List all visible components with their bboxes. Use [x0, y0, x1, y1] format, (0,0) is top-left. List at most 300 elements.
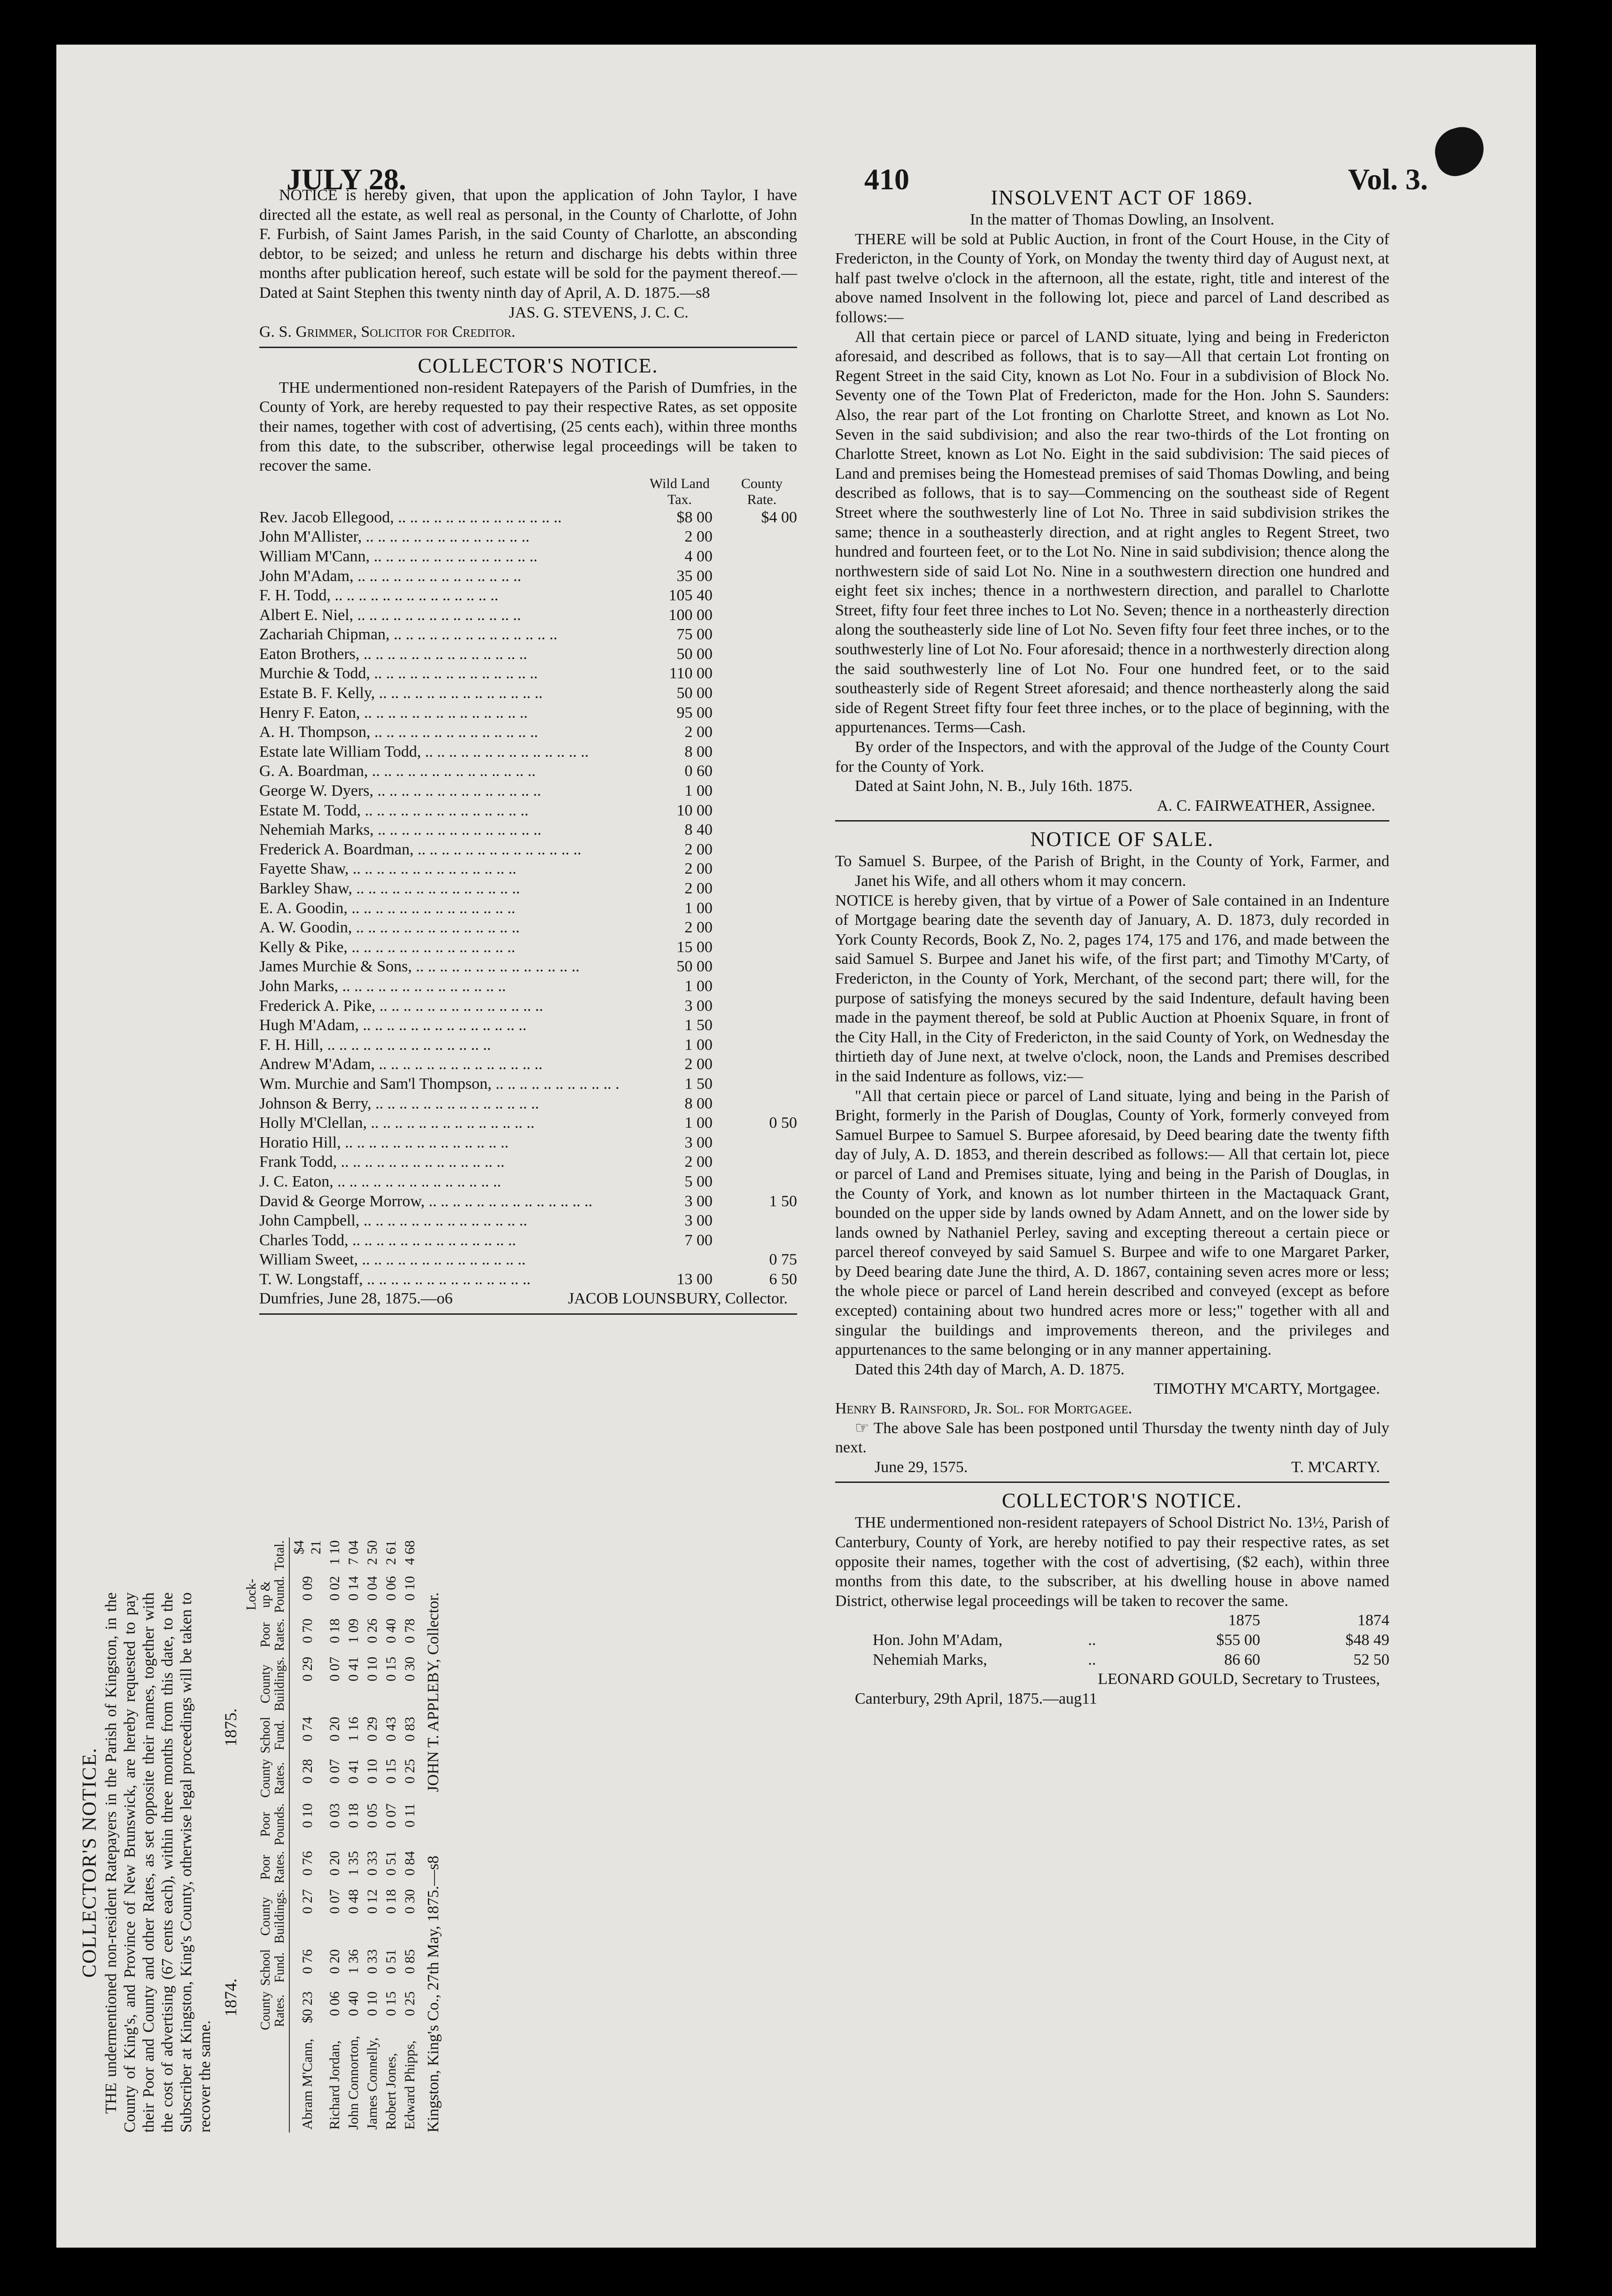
rate-cell: 0 10	[364, 1657, 380, 1682]
rate-cell: 0 83	[402, 1716, 418, 1742]
column-header: County Rates.	[243, 1756, 289, 1800]
kingston-rate-table	[243, 1537, 419, 2133]
rate-row	[259, 683, 797, 703]
rate-row	[259, 1113, 797, 1133]
rate-row	[259, 1055, 797, 1074]
rate-cell: 0 29	[364, 1716, 380, 1742]
county-rate	[727, 742, 797, 762]
divider	[835, 1482, 1389, 1483]
postponed-footer	[835, 1458, 1389, 1477]
sale-title: NOTICE OF SALE.	[1030, 828, 1214, 851]
wild-land-tax: 3 00	[684, 1133, 713, 1151]
county-rate	[727, 722, 797, 742]
rate-cell: 0 10	[364, 1759, 380, 1784]
insolvent-para-3: By order of the Inspectors, and with the approval of the Judge of the County Court for the County of York.	[835, 738, 1389, 776]
rate-cell: 0 15	[383, 1759, 399, 1784]
rate-cell: 1 35	[346, 1851, 361, 1876]
ratepayer-name: James Murchie & Sons, .. ..	[259, 957, 619, 977]
canterbury-signature: LEONARD GOULD, Secretary to Trustees,	[1098, 1670, 1380, 1688]
rate-cell: 0 20	[327, 1949, 342, 1974]
column-header: Poor Rates.	[243, 1616, 289, 1654]
rate-row	[259, 1094, 797, 1114]
kingston-notice-title: COLLECTOR'S NOTICE.	[79, 1747, 101, 1978]
wild-land-tax: 1 00	[684, 899, 713, 917]
rate-row	[259, 879, 797, 899]
rate-cell: 0 70	[300, 1618, 315, 1644]
right-column	[835, 186, 1389, 1708]
year-1875: 1875.	[221, 1708, 240, 1746]
table-row	[401, 1537, 419, 2133]
rate-row	[259, 586, 797, 605]
table-row	[363, 1537, 382, 2133]
ratepayer-name: Abram M'Cann,	[300, 2039, 315, 2130]
sale-signature: TIMOTHY M'CARTY, Mortgagee.	[1154, 1380, 1380, 1398]
rate-cell: 0 27	[300, 1889, 315, 1914]
rate-row	[259, 703, 797, 723]
rate-cell: 0 25	[402, 1991, 418, 2017]
rate-row	[259, 1231, 797, 1250]
ratepayer-name: Eaton Brothers, .. ..	[259, 644, 619, 664]
wild-land-tax: 2 00	[684, 840, 713, 858]
ratepayer-name: John Campbell, .. ..	[259, 1211, 619, 1231]
county-rate	[727, 644, 797, 664]
rate-cell: 0 09	[300, 1576, 315, 1601]
wild-land-tax: $8 00	[676, 508, 713, 526]
ratepayer-name: Kelly & Pike, .. ..	[259, 938, 619, 957]
wild-land-tax: 10 00	[676, 801, 713, 819]
rate-cell: 7 04	[346, 1540, 361, 1565]
ratepayer-name: G. A. Boardman, .. ..	[259, 761, 619, 781]
page-number: 410	[864, 163, 909, 196]
rate-row	[259, 1172, 797, 1192]
wild-land-tax: 1 50	[684, 1075, 713, 1093]
rate-cell: 0 74	[300, 1716, 315, 1742]
county-rate	[727, 1211, 797, 1231]
ratepayer-name: Estate late William Todd, .. ..	[259, 742, 619, 762]
table-row	[344, 1537, 363, 2133]
county-rate	[727, 1094, 797, 1114]
taylor-notice-body: NOTICE is hereby given, that upon the application of John Taylor, I have directed all the estate, as well real as personal, in the County of Charlotte, of John F. Furbish, of Saint James Parish, in the said County of Charlotte, an absconding debtor, to be seized; and unless he return and discharge his debts within three months after publication hereof, such estate will be sold for the payment thereof.—Dated at Saint Stephen this twenty ninth day of April, A. D. 1875.—s8	[259, 186, 797, 302]
ratepayer-name: Albert E. Niel, .. ..	[259, 605, 619, 625]
rate-row	[259, 781, 797, 801]
ratepayer-name: Johnson & Berry, .. ..	[259, 1094, 619, 1114]
kingston-notice-body: THE undermentioned non-resident Ratepayers in the Parish of Kingston, in the County of King's, and Province of New Brunswick, are hereby requested to pay their Poor and County and other Rates, as set opposite their names, together with the cost of advertising (67 cents each), within three months from this date, to the Subscriber at Kingston, King's County, otherwise legal proceedings will be taken to recover the same.	[102, 1592, 214, 2133]
insolvent-title: INSOLVENT ACT OF 1869.	[991, 186, 1254, 209]
rate-cell: $0 23	[300, 1991, 315, 2024]
wild-land-tax: 2 00	[684, 528, 713, 546]
rate-row	[259, 1074, 797, 1094]
insolvent-subtitle: In the matter of Thomas Dowling, an Insolvent.	[969, 211, 1275, 228]
tax-header-2: Tax.	[667, 491, 692, 507]
ratepayer-name: Frederick A. Boardman, .. ..	[259, 840, 619, 860]
ratepayer-name: Estate M. Todd, .. ..	[259, 801, 619, 821]
insolvent-para-1: THERE will be sold at Public Auction, in front of the Court House, in the City of Fredericton, in the County of York, on Monday the twenty third day of August next, at half past twelve o'clock in the afternoon, all the estate, right, title and interest of the above named Insolvent in the following lot, piece and parcel of Land described as follows:—	[835, 230, 1389, 326]
ratepayer-name: E. A. Goodin, .. ..	[259, 899, 619, 918]
rate-cell: 0 14	[346, 1576, 361, 1601]
left-column	[259, 186, 797, 1320]
column-header: County Rates.	[243, 1989, 289, 2033]
wild-land-tax: 95 00	[676, 704, 713, 721]
rate-row	[259, 566, 797, 586]
ratepayer-name: A. H. Thompson, .. ..	[259, 722, 619, 742]
rate-cell: 0 25	[402, 1759, 418, 1784]
wild-land-tax: 13 00	[676, 1270, 713, 1288]
county-rate	[727, 566, 797, 586]
wild-land-tax: 2 00	[684, 1055, 713, 1073]
wild-land-tax: 8 00	[684, 743, 713, 760]
county-rate	[727, 1055, 797, 1074]
county-rate	[727, 683, 797, 703]
rate-row	[835, 1630, 1389, 1650]
wild-land-tax: 5 00	[684, 1172, 713, 1190]
county-rate	[727, 527, 797, 547]
county-rate	[727, 938, 797, 957]
wild-land-tax: 2 00	[684, 880, 713, 897]
ratepayer-name: Frank Todd, .. ..	[259, 1152, 619, 1172]
rate-cell: 0 33	[364, 1851, 380, 1876]
rate-cell: 0 30	[402, 1889, 418, 1914]
rate-cell: 0 40	[346, 1991, 361, 2017]
county-rate	[727, 1074, 797, 1094]
wild-land-tax: 1 00	[684, 782, 713, 800]
leader-dots: ..	[1088, 1631, 1096, 1649]
county-rate: 0 75	[769, 1251, 797, 1269]
ratepayer-name: George W. Dyers, .. ..	[259, 781, 619, 801]
dumfries-rate-list	[259, 508, 797, 1289]
column-header: County Buildings.	[243, 1654, 289, 1714]
ratepayer-name: Edward Phipps,	[402, 2040, 418, 2130]
rate-row	[259, 899, 797, 918]
rate-row	[259, 1016, 797, 1035]
canterbury-column-headers	[835, 1611, 1389, 1630]
kingston-dated: Kingston, King's Co., 27th May, 1875.—s8	[425, 1855, 442, 2133]
issue-date: JULY 28.	[287, 163, 406, 196]
year-1875-header: 1875	[1228, 1612, 1260, 1629]
taylor-notice-signature: JAS. G. STEVENS, J. C. C.	[509, 303, 689, 321]
column-header: School Fund.	[243, 1714, 289, 1756]
rate-cell: 2 61	[383, 1540, 399, 1565]
rate-row	[259, 996, 797, 1016]
county-rate	[727, 547, 797, 566]
kingston-signature: JOHN T. APPLEBY, Collector.	[425, 1592, 442, 1792]
wild-land-tax: 1 00	[684, 977, 713, 995]
rate-cell: 0 28	[300, 1759, 315, 1784]
rate-row	[259, 957, 797, 977]
sale-dated: Dated this 24th day of March, A. D. 1875.	[855, 1360, 1125, 1378]
column-header: Lock-up & Pound.	[243, 1573, 289, 1616]
rate-cell: 0 10	[300, 1803, 315, 1828]
rate-cell: 0 40	[383, 1618, 399, 1644]
wild-land-tax: 50 00	[676, 645, 713, 663]
tax-header-1: Wild Land	[650, 475, 710, 491]
sale-addressee: To Samuel S. Burpee, of the Parish of Bright, in the County of York, Farmer, and Janet his Wife, and all others whom it may concern.	[835, 853, 1389, 890]
rate-cell: 0 07	[327, 1657, 342, 1682]
rate-cell: 0 18	[327, 1618, 342, 1644]
wild-land-tax: 100 00	[668, 606, 713, 624]
wild-land-tax: 2 00	[684, 919, 713, 937]
ratepayer-name: John M'Adam, .. ..	[259, 566, 619, 586]
sale-para-2: "All that certain piece or parcel of Land situate, lying and being in the Parish of Bright, formerly in the Parish of Douglas, County of York, formerly conveyed from Samuel Burpee to Samuel S. Burpee aforesaid, by Deed bearing date the twenty fifth day of July, A. D. 1853, and therein described as follows:— All that certain lot, piece or parcel of Land and Premises situate, lying and being in the Parish of Douglas, in the County of York, and known as lot number thirteen in the Mactaquack Grant, bounded on the upper side by lands owned by Adam Annett, and on the lower side by lands owned by Nathaniel Perley, saving and excepting thereout a certain piece or parcel thereof conveyed by said Samuel S. Burpee and wife to one Margaret Parker, by Deed bearing date June the third, A. D. 1867, containing seven acres more or less; the whole piece or parcel of Land herein described and conveyed (except as before excepted) containing about two hundred acres more or less;" together with all and singular the buildings and improvements thereon, and the privileges and appurtenances to the same belonging or in any manner appertaining.	[835, 1087, 1389, 1359]
wild-land-tax: 3 00	[684, 997, 713, 1015]
ratepayer-name: William M'Cann, .. ..	[259, 547, 619, 566]
wild-land-tax: 1 00	[684, 1114, 713, 1132]
rate-cell: 0 15	[383, 1991, 399, 2017]
county-rate	[727, 1035, 797, 1055]
postponed-signature: T. M'CARTY.	[1291, 1458, 1380, 1476]
ratepayer-name: Richard Jordan,	[327, 2040, 342, 2130]
rate-cell: 0 15	[383, 1657, 399, 1682]
rate-cell: 0 18	[383, 1889, 399, 1914]
rate-cell: 0 12	[364, 1889, 380, 1914]
sale-postponed	[835, 1419, 1389, 1458]
ratepayer-name: John Marks, .. ..	[259, 977, 619, 996]
postponed-dated: June 29, 1575.	[875, 1458, 968, 1476]
rate-cell: 0 51	[383, 1949, 399, 1974]
rate-row	[259, 1133, 797, 1153]
insolvent-dated: Dated at Saint John, N. B., July 16th. 1875.	[855, 777, 1133, 795]
rate-cell: 0 04	[364, 1576, 380, 1601]
rate-cell: 0 76	[300, 1949, 315, 1974]
ratepayer-name: David & George Morrow, .. ..	[259, 1192, 619, 1211]
rate-row	[835, 1650, 1389, 1670]
volume-number: Vol. 3.	[1348, 163, 1428, 196]
rate-1874: 52 50	[1353, 1651, 1389, 1668]
dumfries-column-headers	[259, 476, 797, 508]
divider	[835, 820, 1389, 822]
ratepayer-name: A. W. Goodin, .. ..	[259, 918, 619, 938]
dumfries-signature: JACOB LOUNSBURY, Collector.	[568, 1290, 788, 1308]
ratepayer-name: Hon. John M'Adam,	[873, 1631, 1003, 1649]
insolvent-para-2: All that certain piece or parcel of LAND situate, lying and being in Fredericton aforesaid, and described as follows, that is to say—All that certain Lot fronting on Regent Street in the said City, known as Lot No. Four in a subdivision of Block No. Seventy one of the Town Plat of Fredericton, made for the Hon. John S. Saunders: Also, the rear part of the Lot fronting on Charlotte Street, and known as Lot No. Seven in the said subdivision; and also the rear two-thirds of the Lot fronting on Charlotte Street, known as Lot No. Eight in the said subdivision: The said pieces of Land and premises being the Homestead premises of said Thomas Dowling, and being described as follows, that is to say—Commencing on the southeast side of Regent Street where the southwesterly line of Lot No. Three in said subdivision strikes the same; thence in a southeasterly direction, and at right angles to Regent Street, two hundred and fourteen feet, or to the Lot No. Nine in said subdivision; thence along the northwestern side of said Lot No. Nine in a southwestern direction one hundred and eight feet six inches; thence in a northwestern direction, and parallel to Charlotte Street, fifty four feet three inches to Lot No. Seven; thence in a northeasterly direction along the southeasterly side line of Lot No. Seven fifty four feet three inches, or to the southwesterly line of Lot No. Four aforesaid; thence in a northwesterly direction along the said southwesterly line of Lot No. Four one hundred feet, or to the said southeasterly side of Regent Street aforesaid; and thence northeasterly along the said side of Regent Street fifty four feet three inches, or to the place of beginning, with the appurtenances. Terms—Cash.	[835, 328, 1389, 737]
county-rate	[727, 899, 797, 918]
wild-land-tax: 8 00	[684, 1094, 713, 1112]
rate-row	[259, 859, 797, 879]
county-rate	[727, 703, 797, 723]
rate-cell: 1 36	[346, 1949, 361, 1974]
column-header: Poor Rates.	[243, 1848, 289, 1886]
rate-cell: 0 03	[327, 1803, 342, 1828]
rate-row	[259, 644, 797, 664]
county-rate	[727, 859, 797, 879]
rate-cell: 0 06	[383, 1576, 399, 1601]
county-rate	[727, 586, 797, 605]
column-header: Total.	[243, 1537, 289, 1573]
county-rate	[727, 801, 797, 821]
rate-cell: 0 43	[383, 1716, 399, 1742]
rate-cell: 0 07	[383, 1803, 399, 1828]
rate-row	[259, 527, 797, 547]
county-rate: $4 00	[761, 508, 797, 526]
dumfries-dated: Dumfries, June 28, 1875.—o6	[259, 1290, 453, 1308]
wild-land-tax: 3 00	[684, 1192, 713, 1210]
rate-row	[259, 801, 797, 821]
rate-cell: 0 06	[327, 1991, 342, 2017]
wild-land-tax: 50 00	[676, 958, 713, 976]
county-rate	[727, 957, 797, 977]
column-header: County Buildings.	[243, 1886, 289, 1947]
ratepayer-name: Henry F. Eaton, .. ..	[259, 703, 619, 723]
ratepayer-name: J. C. Eaton, .. ..	[259, 1172, 619, 1192]
sale-solicitor: Henry B. Rainsford, Jr. Sol. for Mortgagee.	[835, 1400, 1132, 1418]
rate-cell: $4 21	[291, 1540, 324, 1555]
ratepayer-name: Rev. Jacob Ellegood, .. ..	[259, 508, 619, 527]
ratepayer-name: F. H. Hill, .. ..	[259, 1035, 619, 1055]
county-rate: 1 50	[769, 1192, 797, 1210]
wild-land-tax: 75 00	[676, 626, 713, 644]
ratepayer-name: Andrew M'Adam, .. ..	[259, 1055, 619, 1074]
wild-land-tax	[619, 1250, 727, 1270]
ratepayer-name: William Sweet, .. ..	[259, 1250, 619, 1270]
rate-cell: 0 07	[327, 1889, 342, 1914]
rate-cell: 0 02	[327, 1576, 342, 1601]
table-row	[289, 1537, 326, 2133]
rate-cell: 0 07	[327, 1759, 342, 1784]
wild-land-tax: 35 00	[676, 567, 713, 585]
table-row	[382, 1537, 401, 2133]
ratepayer-name: F. H. Todd, .. ..	[259, 586, 619, 605]
ratepayer-name: T. W. Longstaff, .. ..	[259, 1270, 619, 1289]
county-rate	[727, 840, 797, 860]
wild-land-tax: 3 00	[684, 1212, 713, 1230]
ratepayer-name: Barkley Shaw, .. ..	[259, 879, 619, 899]
divider	[259, 1313, 797, 1315]
ratepayer-name: Wm. Murchie and Sam'l Thompson, .. ..	[259, 1074, 619, 1094]
canterbury-title: COLLECTOR'S NOTICE.	[1001, 1489, 1242, 1513]
county-header-2: Rate.	[747, 491, 777, 507]
county-rate	[727, 996, 797, 1016]
rate-row	[259, 918, 797, 938]
ratepayer-name: Nehemiah Marks,	[873, 1651, 987, 1668]
kingston-notice	[78, 1540, 547, 2133]
wild-land-tax: 15 00	[676, 938, 713, 956]
insolvent-signature: A. C. FAIRWEATHER, Assignee.	[1157, 797, 1375, 814]
rate-cell: 0 26	[364, 1618, 380, 1644]
kingston-footer	[424, 1592, 443, 2133]
county-rate	[727, 879, 797, 899]
rate-1875: $55 00	[1216, 1631, 1260, 1649]
rate-row	[259, 1035, 797, 1055]
sale-para-1: NOTICE is hereby given, that by virtue of a Power of Sale contained in an Indenture of Mortgage bearing date the seventh day of January, A. D. 1873, duly recorded in York County Records, Book Z, No. 2, pages 174, 175 and 176, and made between the said Samuel S. Burpee and Janet his wife, of the first part; and Timothy M'Carty, of Fredericton, in the County of York, Merchant, of the second part; there will, for the purpose of satisfying the moneys secured by the said Indenture, default having been made in the payment thereof, be sold at Public Auction at Phoenix Square, in front of the City Hall, in the City of Fredericton, in the said County of York, on Wednesday the thirtieth day of June next, at twelve o'clock, noon, the Lands and Premises described in the said Indenture as follows, viz:—	[835, 892, 1389, 1085]
rate-cell: 0 05	[364, 1803, 380, 1828]
rate-row	[259, 1152, 797, 1172]
rate-cell: 0 84	[402, 1851, 418, 1876]
rate-row	[259, 1250, 797, 1270]
kingston-years	[221, 1592, 240, 2133]
county-rate	[727, 625, 797, 644]
rate-cell: 1 09	[346, 1618, 361, 1644]
ratepayer-name: Zachariah Chipman, .. ..	[259, 625, 619, 644]
county-header-1: County	[741, 475, 783, 491]
rate-cell: 0 41	[346, 1759, 361, 1784]
ratepayer-name: Charles Todd, .. ..	[259, 1231, 619, 1250]
rate-row	[259, 1270, 797, 1289]
rate-row	[259, 508, 797, 527]
ratepayer-name: Frederick A. Pike, .. ..	[259, 996, 619, 1016]
wild-land-tax: 2 00	[684, 723, 713, 741]
rate-cell: 1 10	[327, 1540, 342, 1565]
rate-cell: 0 48	[346, 1889, 361, 1914]
county-rate	[727, 761, 797, 781]
rate-cell: 0 10	[402, 1576, 418, 1601]
rate-cell: 0 30	[402, 1657, 418, 1682]
wild-land-tax: 50 00	[676, 684, 713, 702]
rate-cell: 0 20	[327, 1716, 342, 1742]
wild-land-tax: 8 40	[684, 821, 713, 839]
rate-row	[259, 761, 797, 781]
wild-land-tax: 7 00	[684, 1231, 713, 1249]
ratepayer-name: Nehemiah Marks, .. ..	[259, 820, 619, 840]
rate-cell: 0 41	[346, 1657, 361, 1682]
rate-cell: 0 10	[364, 1991, 380, 2017]
rate-cell: 0 33	[364, 1949, 380, 1974]
county-rate	[727, 977, 797, 996]
county-rate	[727, 918, 797, 938]
rate-row	[259, 1192, 797, 1211]
county-rate: 0 50	[769, 1114, 797, 1132]
column-header: School Fund.	[243, 1947, 289, 1989]
rate-cell: 0 51	[383, 1851, 399, 1876]
ratepayer-name: John Connorton,	[346, 2035, 361, 2130]
table-row	[326, 1537, 344, 2133]
canterbury-dated: Canterbury, 29th April, 1875.—aug11	[855, 1690, 1097, 1707]
rate-cell: 0 78	[402, 1618, 418, 1644]
county-rate	[727, 1172, 797, 1192]
wild-land-tax: 2 00	[684, 1153, 713, 1171]
wild-land-tax: 0 60	[684, 762, 713, 780]
rate-row	[259, 625, 797, 644]
sale-postponed-text: The above Sale has been postponed until Thursday the twenty ninth day of July next.	[835, 1419, 1389, 1457]
dumfries-notice-body: THE undermentioned non-resident Ratepayers of the Parish of Dumfries, in the County of York, are hereby requested to pay their respective Rates, as set opposite their names, together with cost of advertising, (25 cents each), within three months from this date, to the subscriber, otherwise legal proceedings will be taken to recover the same.	[259, 379, 797, 475]
dumfries-notice-title: COLLECTOR'S NOTICE.	[418, 354, 659, 377]
wild-land-tax: 2 00	[684, 860, 713, 878]
ratepayer-name: John M'Allister, .. ..	[259, 527, 619, 547]
leader-dots: ..	[1088, 1651, 1096, 1668]
rate-cell: 4 68	[402, 1540, 418, 1565]
rate-1874: $48 49	[1345, 1631, 1389, 1649]
rate-cell: 0 20	[327, 1851, 342, 1876]
rate-cell: 0 29	[300, 1657, 315, 1682]
wild-land-tax: 105 40	[668, 587, 713, 605]
rate-row	[259, 664, 797, 683]
rate-row	[259, 547, 797, 566]
rate-row	[259, 1211, 797, 1231]
wild-land-tax: 1 50	[684, 1016, 713, 1034]
column-header: Poor Pounds.	[243, 1800, 289, 1848]
rate-cell: 1 16	[346, 1716, 361, 1742]
ratepayer-name: Robert Jones,	[383, 2053, 399, 2130]
county-rate	[727, 1152, 797, 1172]
ratepayer-name: Estate B. F. Kelly, .. ..	[259, 683, 619, 703]
year-1874-header: 1874	[1357, 1612, 1389, 1629]
divider	[259, 347, 797, 348]
canterbury-body: THE undermentioned non-resident ratepayers of School District No. 13½, Parish of Canterbury, County of York, are hereby notified to pay their respective rates, as set opposite their names, together with the cost of advertising, ($2 each), within three months from this date, to the subscriber, at his dwelling house in above named District, otherwise legal proceedings will be taken to recover the same.	[835, 1514, 1389, 1610]
county-rate	[727, 664, 797, 683]
ratepayer-name: Holly M'Clellan, .. ..	[259, 1113, 619, 1133]
rate-row	[259, 722, 797, 742]
year-1874: 1874.	[221, 1978, 240, 2017]
county-rate	[727, 605, 797, 625]
ratepayer-name: James Connelly,	[364, 2037, 380, 2130]
name-header	[243, 2033, 289, 2133]
rate-row	[259, 605, 797, 625]
rate-row	[259, 840, 797, 860]
rate-cell: 0 18	[346, 1803, 361, 1828]
rate-cell: 2 50	[364, 1540, 380, 1565]
county-rate	[727, 1016, 797, 1035]
county-rate	[727, 820, 797, 840]
county-rate	[727, 1231, 797, 1250]
rate-cell: 0 76	[300, 1851, 315, 1876]
